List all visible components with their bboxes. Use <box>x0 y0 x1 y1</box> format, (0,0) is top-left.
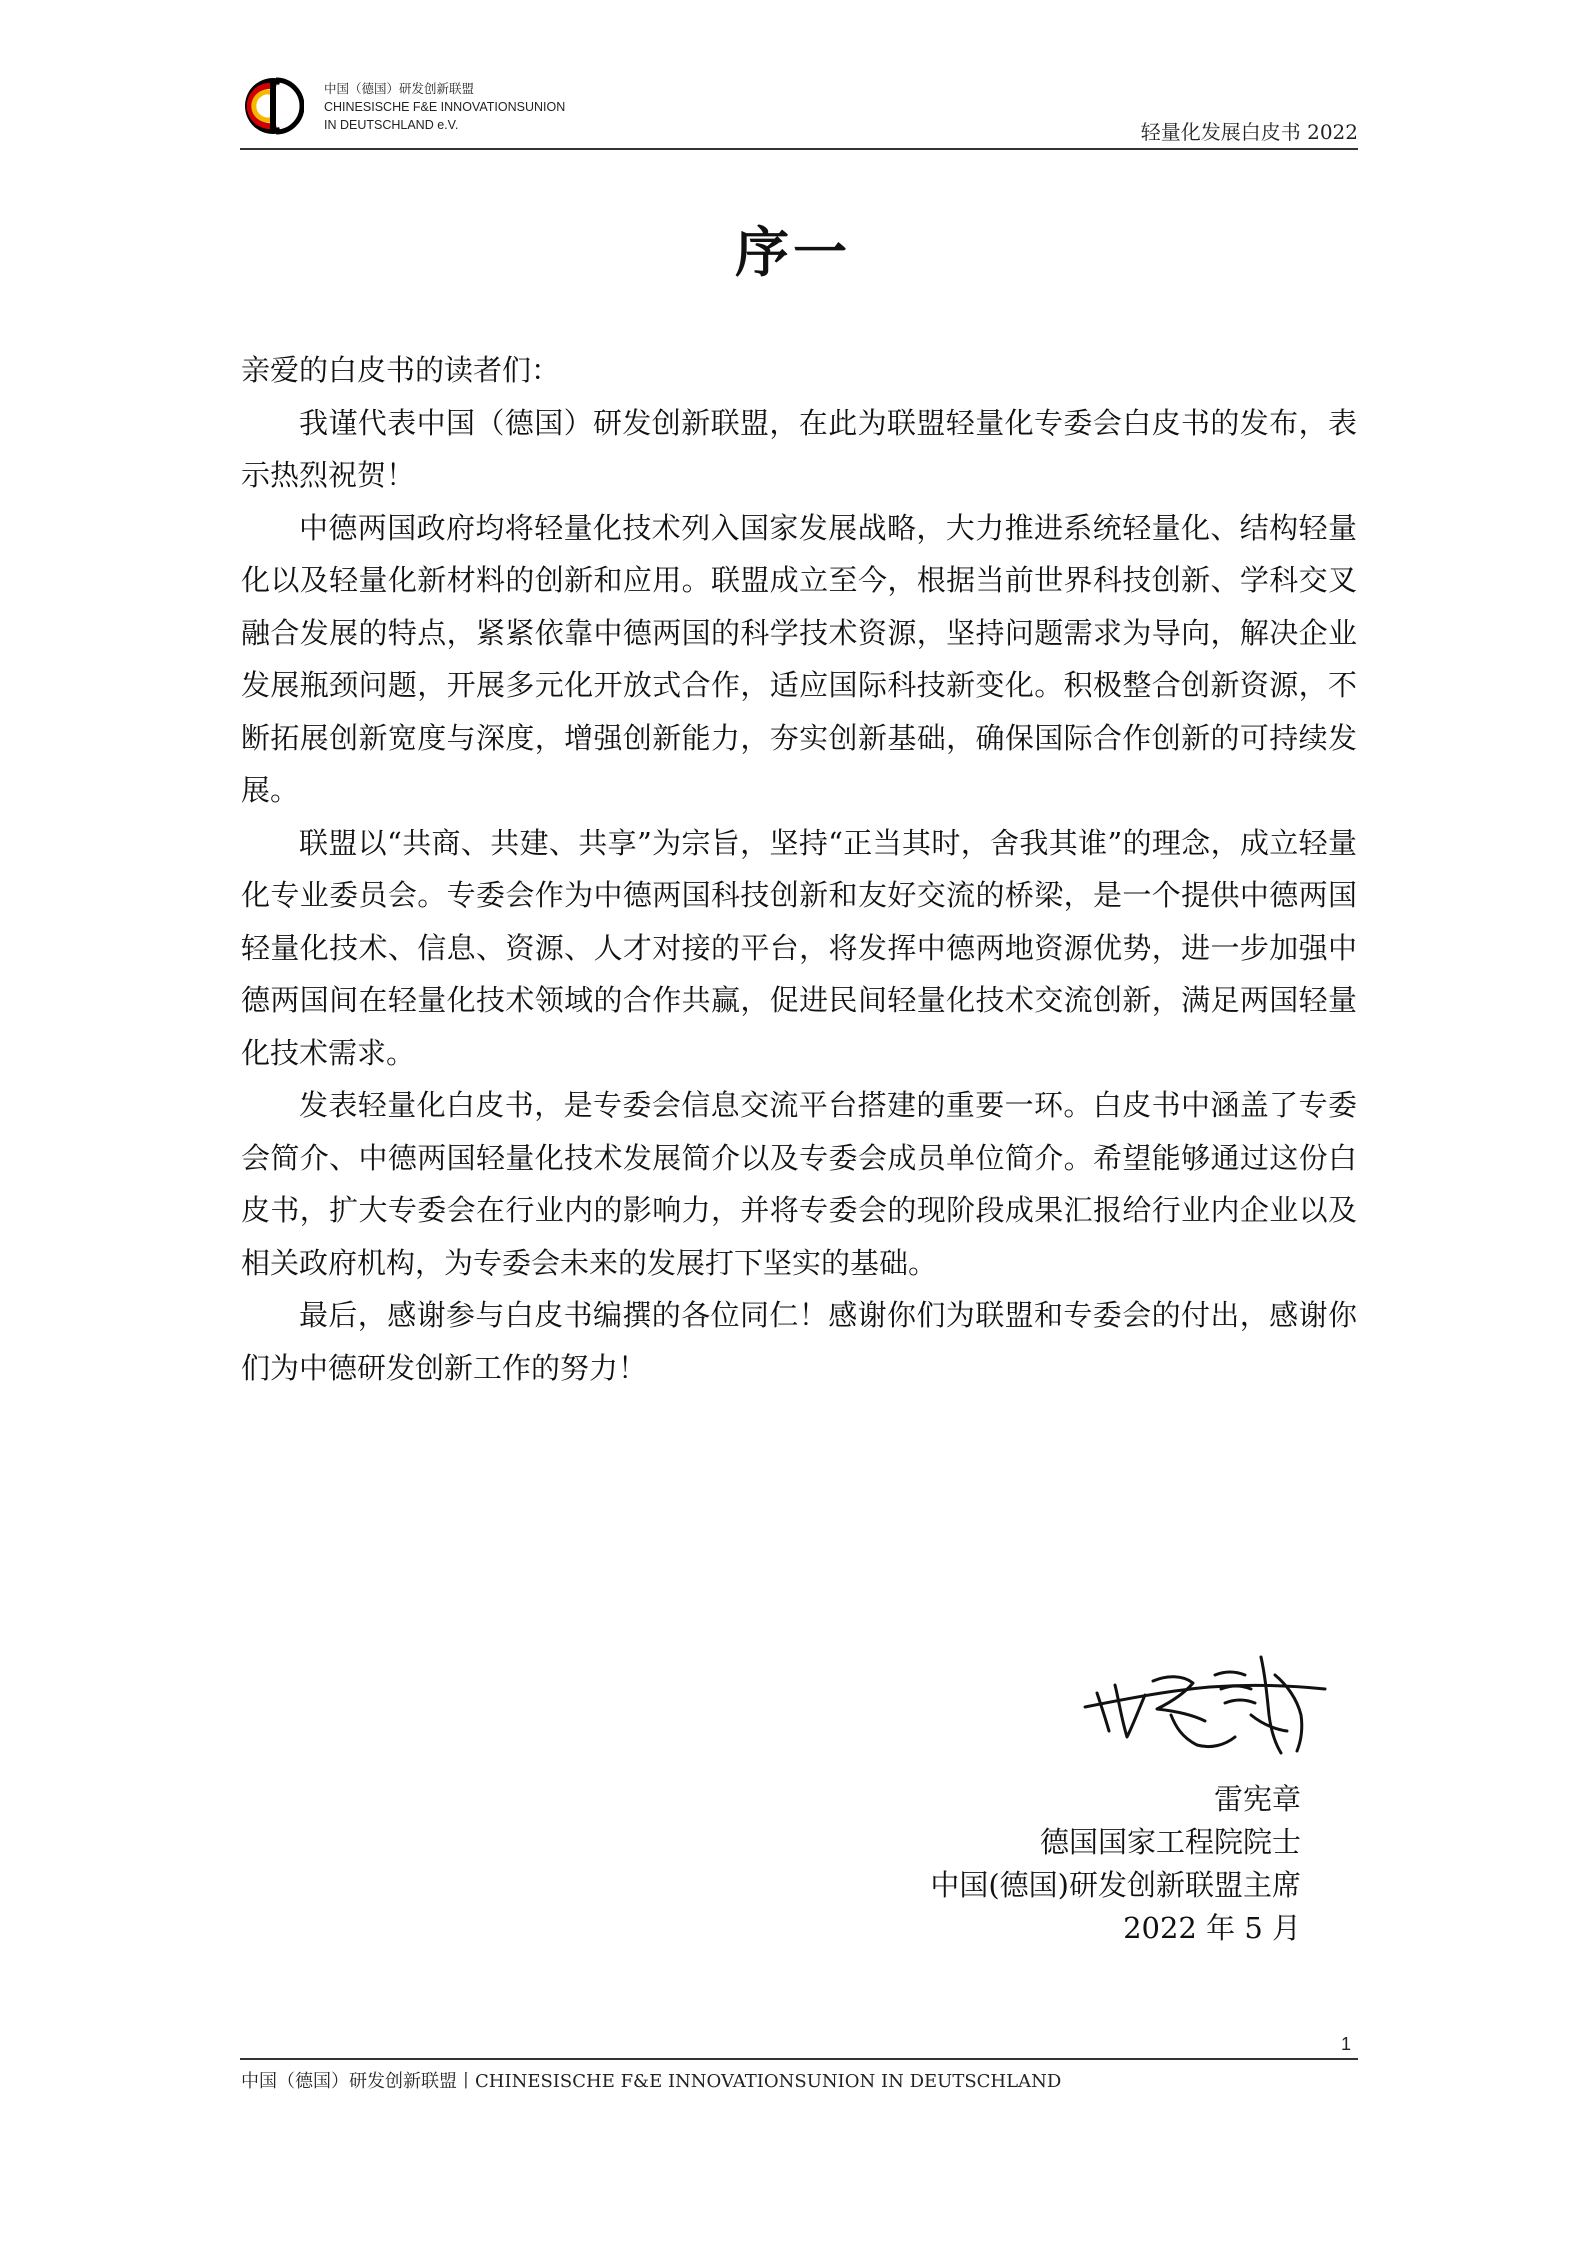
footer-text: 中国（德国）研发创新联盟丨CHINESISCHE F&E INNOVATIONSUNION IN DEUTSCHLAND <box>241 2071 1062 2092</box>
paragraph: 最后，感谢参与白皮书编撰的各位同仁！感谢你们为联盟和专委会的付出，感谢你们为中德研发创新工作的努力！ <box>241 1298 1357 1385</box>
signer-title: 中国(德国)研发创新联盟主席 <box>930 1868 1301 1902</box>
paragraph: 联盟以“共商、共建、共享”为宗旨，坚持“正当其时，舍我其谁”的理念，成立轻量化专业委员会。专委会作为中德两国科技创新和友好交流的桥梁，是一个提供中德两国轻量化技术、信息、资源、人才对接的平台，将发挥中德两地资源优势，进一步加强中德两国间在轻量化技术领域的合作共赢，促进民间轻量化技术交流创新，满足两国轻量化技术需求。 <box>241 825 1357 1070</box>
org-name-de-line2: IN DEUTSCHLAND e.V. <box>324 118 459 132</box>
page-header <box>240 64 1358 148</box>
paragraph: 中德两国政府均将轻量化技术列入国家发展战略，大力推进系统轻量化、结构轻量化以及轻量化新材料的创新和应用。联盟成立至今，根据当前世界科技创新、学科交叉融合发展的特点，紧紧依靠中德两国的科学技术资源，坚持问题需求为导向，解决企业发展瓶颈问题，开展多元化开放式合作，适应国际科技新变化。积极整合创新资源，不断拓展创新宽度与深度，增强创新能力，夯实创新基础，确保国际合作创新的可持续发展。 <box>241 510 1357 807</box>
footer-divider <box>240 2058 1358 2060</box>
preface-body <box>241 344 1357 1394</box>
signer-name: 雷宪章 <box>1213 1782 1301 1816</box>
signoff-date: 2022 年 5 月 <box>1123 1911 1301 1945</box>
signoff-block <box>930 1778 1301 1950</box>
signer-title: 德国国家工程院院士 <box>1039 1825 1301 1859</box>
greeting: 亲爱的白皮书的读者们： <box>241 353 561 387</box>
paragraph: 发表轻量化白皮书，是专委会信息交流平台搭建的重要一环。白皮书中涵盖了专委会简介、中德两国轻量化技术发展简介以及专委会成员单位简介。希望能够通过这份白皮书，扩大专委会在行业内的影响力，并将专委会的现阶段成果汇报给行业内企业以及相关政府机构，为专委会未来的发展打下坚实的基础。 <box>241 1088 1357 1280</box>
org-name-block <box>324 80 565 134</box>
org-name-de-line1: CHINESISCHE F&E INNOVATIONSUNION <box>324 100 566 114</box>
page-title: 序一 <box>735 220 851 284</box>
page-number: 1 <box>1341 2034 1352 2054</box>
header-divider <box>240 148 1358 150</box>
paragraph: 我谨代表中国（德国）研发创新联盟，在此为联盟轻量化专委会白皮书的发布，表示热烈祝贺！ <box>241 405 1357 492</box>
union-logo-icon <box>240 74 304 138</box>
document-title: 轻量化发展白皮书 2022 <box>1140 120 1358 144</box>
handwritten-signature <box>1075 1645 1345 1765</box>
org-name-cn: 中国（德国）研发创新联盟 <box>324 82 475 96</box>
